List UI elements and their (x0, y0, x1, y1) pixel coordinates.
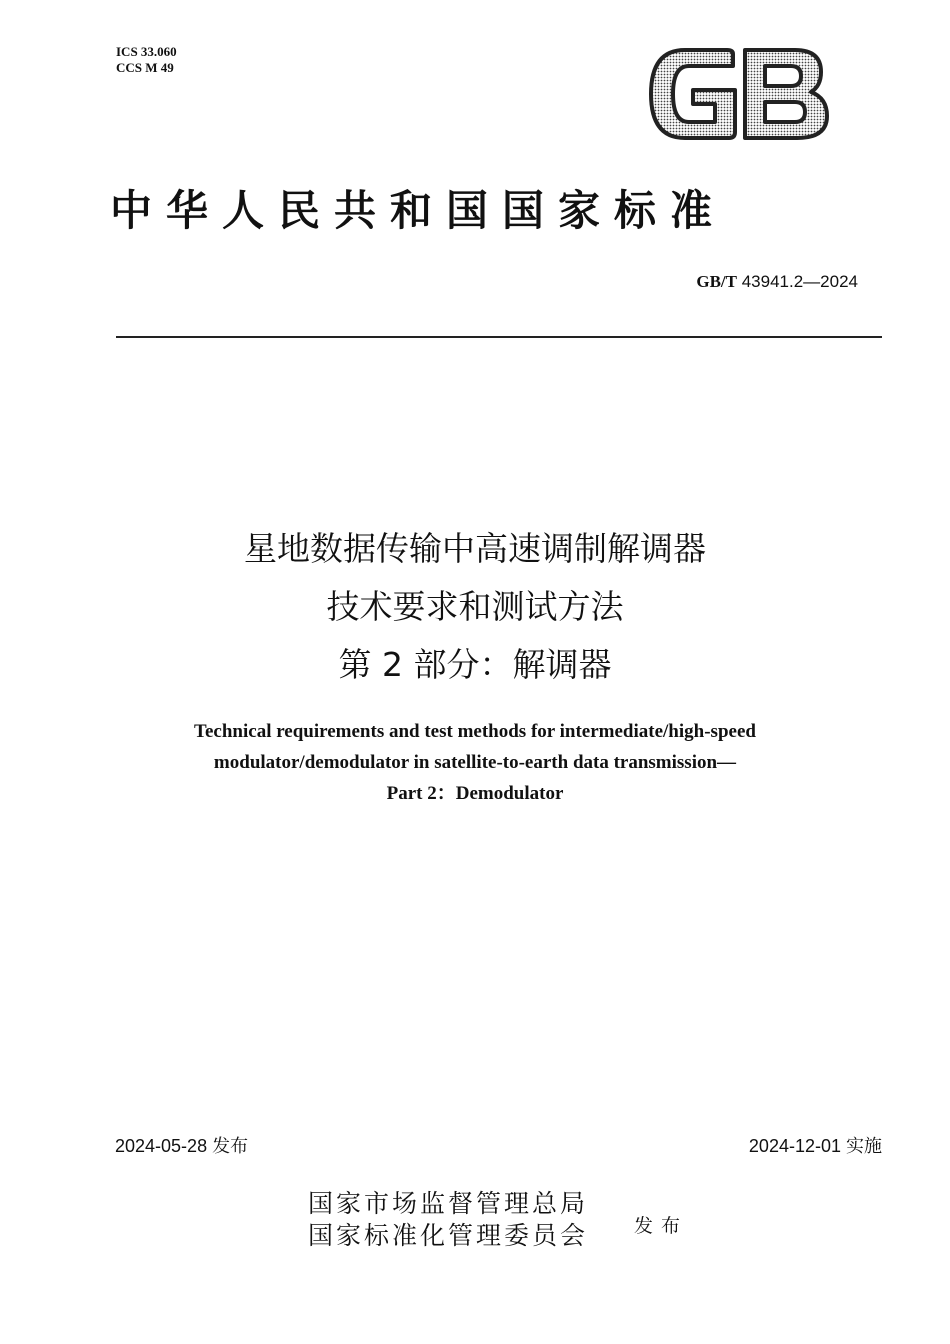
chinese-title-line-1: 星地数据传输中高速调制解调器 (244, 529, 706, 568)
issuing-organizations (308, 1188, 588, 1252)
chinese-title (0, 520, 950, 694)
header-divider (116, 336, 882, 338)
standard-code: 43941.2—2024 (741, 272, 858, 291)
standard-number (696, 272, 858, 292)
english-title (0, 716, 950, 809)
ics-code: ICS 33.060 (116, 44, 177, 59)
publish-label: 发布 (634, 1215, 689, 1237)
national-standard-heading: 中华人民共和国国家标准 (110, 186, 727, 235)
english-title-line-2: modulator/demodulator in satellite-to-earth data transmission— (213, 752, 737, 773)
gb-logo (645, 46, 831, 142)
issue-date: 2024-05-28 发布 (115, 1136, 249, 1156)
standard-prefix: GB/T (696, 272, 737, 291)
issuer-sac: 国家标准化管理委员会 (308, 1221, 589, 1250)
issuer-samr: 国家市场监督管理总局 (308, 1189, 589, 1218)
chinese-title-line-2: 技术要求和测试方法 (326, 587, 624, 626)
english-title-line-3: Part 2：Demodulator (386, 783, 564, 804)
chinese-title-line-3: 第 2 部分：解调器 (338, 645, 612, 684)
ccs-code: CCS M 49 (116, 60, 174, 75)
implementation-date: 2024-12-01 实施 (748, 1136, 882, 1156)
classification-codes (116, 44, 177, 76)
english-title-line-1: Technical requirements and test methods for intermediate/high-speed (194, 721, 756, 742)
